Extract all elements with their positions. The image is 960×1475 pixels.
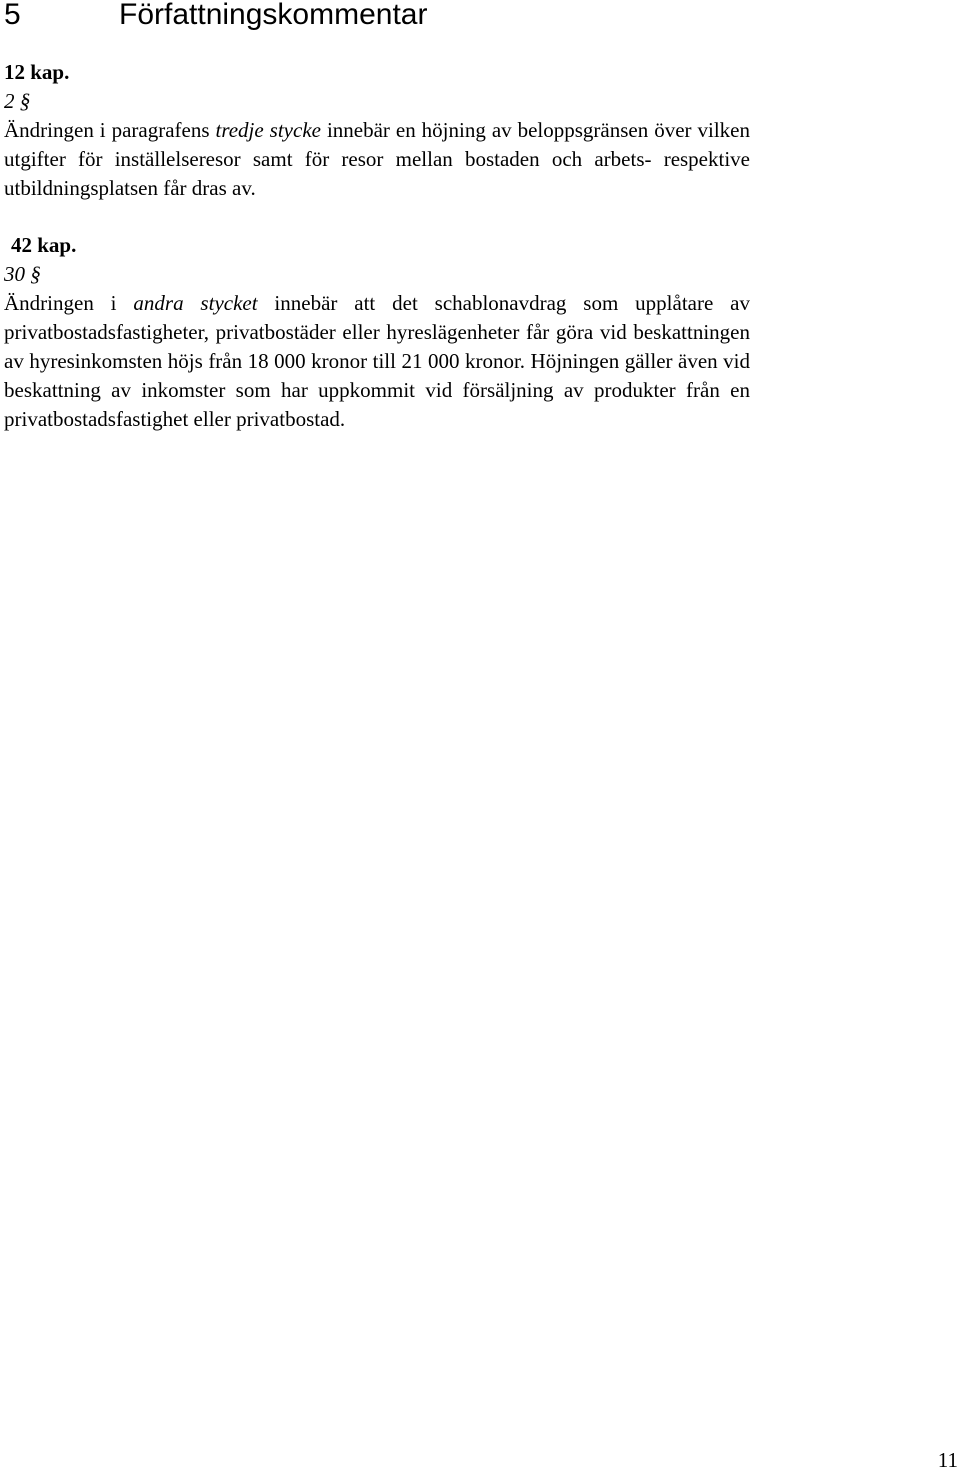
chapter-section-12 xyxy=(4,58,750,203)
text-emphasis: tredje stycke xyxy=(215,118,321,142)
paragraph-label: 30 § xyxy=(4,262,41,286)
paragraph-label: 2 § xyxy=(4,89,31,113)
text-after: innebär att det schablonavdrag som upplåtare av privatbostadsfastigheter, privatbostäder eller hyreslägenheter får göra vid beskattningen av hyresinkomsten höjs från 18 000 kronor till 21 000 kronor. Höjningen gäller även vid beskattning av inkomster som har uppkommit vid försäljning av produkter från en privatbostadsfastighet eller privatbostad. xyxy=(4,291,750,431)
chapter-label: 12 kap. xyxy=(4,60,70,84)
section-title: Författningskommentar xyxy=(119,0,428,31)
page-number: 11 xyxy=(937,1448,958,1472)
section-number: 5 xyxy=(4,0,21,31)
commentary-text xyxy=(4,289,750,434)
text-before: Ändringen i xyxy=(4,291,134,315)
chapter-label: 42 kap. xyxy=(11,233,77,257)
chapter-section-42 xyxy=(4,231,750,434)
section-heading xyxy=(4,0,427,34)
text-before: Ändringen i paragrafens xyxy=(4,118,216,142)
text-after: innebär en höjning av beloppsgränsen över vilken utgifter för inställelseresor samt för resor mellan bostaden och arbets- respektive utbildningsplatsen får dras av. xyxy=(4,118,750,200)
commentary-text xyxy=(4,116,750,203)
text-emphasis: andra stycket xyxy=(133,291,258,315)
